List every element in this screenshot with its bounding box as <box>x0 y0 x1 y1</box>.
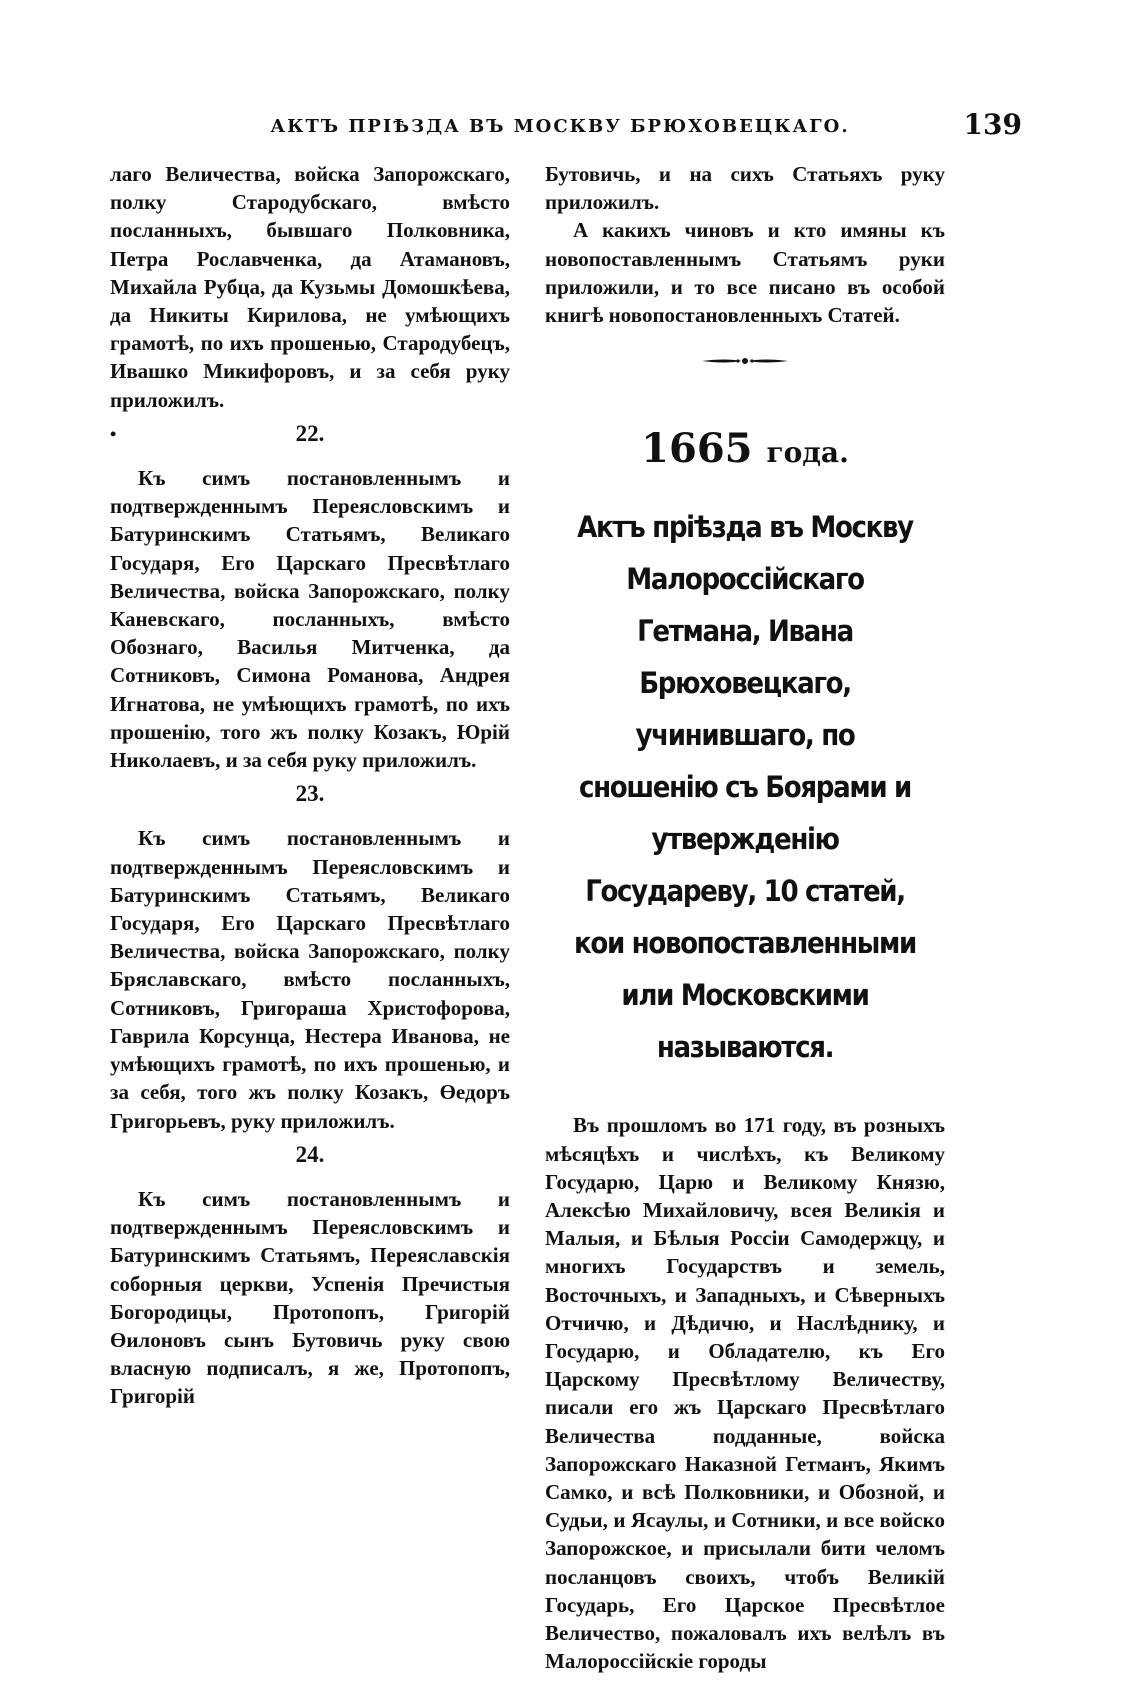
article-number-23: 23. <box>295 781 325 807</box>
ornament-divider <box>700 355 790 367</box>
paragraph-article-22: Къ симъ постановленнымъ и подтвержденнымъ Переясловскимъ и Батуринскимъ Статьямъ, Великаго Государя, Его Царскаго Пресвѣтлаго Величества, войска Запорожскаго, полку Каневскаго, посланныхъ, вмѣсто Обознаго, Василья Митченка, да Сотниковъ, Симона Романова, Андрея Игнатова, не умѣющихъ грамотѣ, по ихъ прошенію, того жъ полку Козакъ, Юрій Николаевъ, и за себя руку приложилъ. <box>110 466 510 773</box>
act-body-text: Въ прошломъ во 171 году, въ розныхъ мѣсяцѣхъ и числѣхъ, къ Великому Государю, Царю и Великому Князю, Алексѣю Михайловичу, всея Великія и Малыя, и Бѣлыя Россіи Самодержцу, и многихъ Государствъ и земель, Восточныхъ, и Западныхъ, и Сѣверныхъ Отчичю, и Дѣдичю, и Наслѣднику, и Государю, и Обладателю, къ Его Царскому Пресвѣтлому Величеству, писали его жъ Царскаго Пресвѣтлаго Величества подданные, войска Запорожскаго Наказной Гетманъ, Якимъ Самко, и всѣ Полковники, и Обозной, и Судьи, и Ясаулы, и Сотники, и все войско Запорожское, и присылали бити челомъ посланцовъ своихъ, чтобъ Великій Государь, Его Царское Пресвѣтлое Величество, пожаловалъ ихъ велѣлъ въ Малороссійскіе городы <box>545 1113 945 1674</box>
paragraph-article-24: Къ симъ постановленнымъ и подтвержденнымъ Переясловскимъ и Батуринскимъ Статьямъ, Переяславскія соборныя церкви, Успенія Пречистыя Богородицы, Протопопъ, Григорій Өилоновъ сынъ Бутовичь руку свою власную подписалъ, я же, Протопопъ, Григорій <box>110 1186 510 1409</box>
paragraph-continuation-right: Бутовичь, и на сихъ Статьяхъ руку приложилъ. <box>545 162 945 215</box>
act-title: Актъ пріѣзда въ Москву Малороссійскаго Гетмана, Ивана Брюховецкаго, учинившаго, по сношенію съ Боярами и утвержденію Государеву, 10 статей, кои новопоставленными или Московскими называются. <box>574 510 916 1065</box>
left-column <box>110 160 510 1411</box>
article-number-22 <box>110 420 510 448</box>
article-number-22-text: 22. <box>295 420 325 446</box>
page-number: 139 <box>963 108 1022 141</box>
year-word: года. <box>766 436 849 470</box>
right-column <box>545 160 945 1675</box>
year-heading <box>545 425 945 473</box>
article-number-24: 24. <box>295 1141 325 1167</box>
bullet-mark: • <box>110 423 117 444</box>
paragraph-continuation: лаго Величества, войска Запорожскаго, полку Стародубскаго, вмѣсто посланныхъ, бывшаго Полковника, Петра Рославченка, да Атамановъ, Михайла Рубца, да Кузьмы Домошкѣева, да Никиты Кирилова, не умѣющихъ грамотѣ, по ихъ прошенью, Стародубецъ, Ивашко Микифоровъ, и за себя руку приложилъ. <box>110 162 510 412</box>
year-number: 1665 <box>641 425 753 473</box>
paragraph-signatories-note: А какихъ чиновъ и кто имяны къ новопоставленнымъ Статьямъ руки приложили, и то все писано въ особой книгѣ новопостановленныхъ Статей. <box>545 218 945 328</box>
running-head: АКТЪ ПРІѢЗДА ВЪ МОСКВУ БРЮХОВЕЦКАГО. <box>270 116 850 137</box>
paragraph-article-23: Къ симъ постановленнымъ и подтвержденнымъ Переясловскимъ и Батуринскимъ Статьямъ, Великаго Государя, Его Царскаго Пресвѣтлаго Величества, войска Запорожскаго, полку Бряславскаго, вмѣсто посланныхъ, Сотниковъ, Григораша Христофорова, Гаврила Корсунца, Нестера Иванова, не умѣющихъ грамотѣ, по ихъ прошенью, и за себя, того жъ полку Козакъ, Өедоръ Григорьевъ, руку приложилъ. <box>110 826 510 1133</box>
page-header <box>110 108 1022 148</box>
